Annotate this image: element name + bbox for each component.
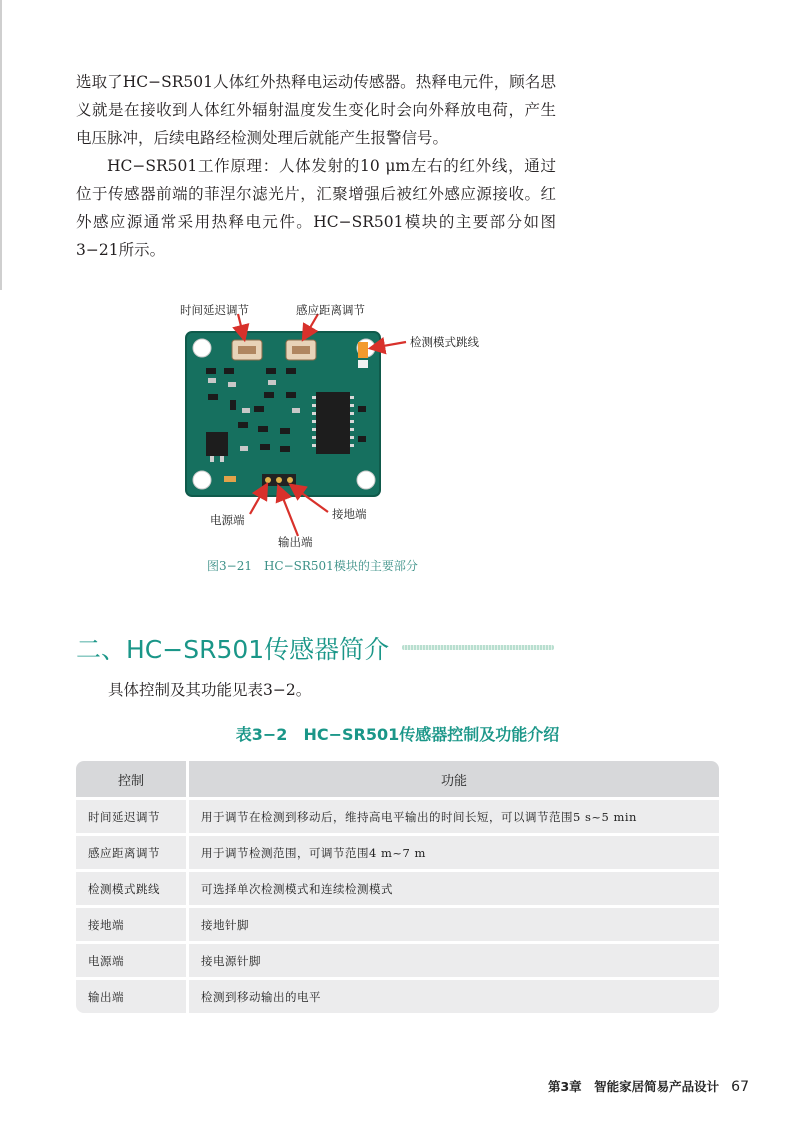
label-ground-pin: 接地端 <box>332 507 367 521</box>
table-row <box>76 944 719 977</box>
label-time-delay: 时间延迟调节 <box>180 303 249 317</box>
row-control: 感应距离调节 <box>76 836 189 869</box>
row-function: 接电源针脚 <box>189 944 719 977</box>
header-control: 控制 <box>76 761 189 797</box>
row-control: 电源端 <box>76 944 189 977</box>
table-row <box>76 800 719 833</box>
hc-sr501-figure <box>168 296 528 556</box>
label-power-pin: 电源端 <box>210 513 245 527</box>
table-row <box>76 872 719 905</box>
table-row <box>76 908 719 941</box>
label-sense-distance: 感应距离调节 <box>296 303 365 317</box>
row-function: 检测到移动输出的电平 <box>189 980 719 1013</box>
row-control: 检测模式跳线 <box>76 872 189 905</box>
section-intro: 具体控制及其功能见表3−2。 <box>108 681 312 699</box>
row-control: 接地端 <box>76 908 189 941</box>
row-control: 输出端 <box>76 980 189 1013</box>
label-output-pin: 输出端 <box>278 535 313 549</box>
table-header-row <box>76 761 719 797</box>
body-paragraph-1: 选取了HC−SR501人体红外热释电运动传感器。热释电元件，顾名思义就是在接收到人体红外辐射温度发生变化时会向外释放电荷，产生电压脉冲，后续电路经检测处理后就能产生报警信号。 <box>76 73 556 147</box>
row-function: 可选择单次检测模式和连续检测模式 <box>189 872 719 905</box>
row-function: 接地针脚 <box>189 908 719 941</box>
table-row <box>76 836 719 869</box>
footer-chapter: 第3章 智能家居简易产品设计 <box>547 1079 720 1094</box>
page-footer <box>548 1077 749 1095</box>
table-title: 表3−2 HC−SR501传感器控制及功能介绍 <box>235 725 560 744</box>
row-control: 时间延迟调节 <box>76 800 189 833</box>
page-edge-rule <box>0 0 2 290</box>
body-paragraph-2: HC−SR501工作原理：人体发射的10 μm左右的红外线，通过位于传感器前端的菲涅尔滤光片，汇聚增强后被红外感应源接收。红外感应源通常采用热释电元件。HC−SR501模块的主要部分如图3−21所示。 <box>76 157 556 259</box>
control-function-table <box>76 758 719 1016</box>
label-mode-jumper: 检测模式跳线 <box>410 335 479 349</box>
section-title-rule <box>402 645 554 650</box>
row-function: 用于调节检测范围，可调节范围4 m~7 m <box>189 836 719 869</box>
header-function: 功能 <box>189 761 719 797</box>
page-number: 67 <box>731 1079 749 1095</box>
table-row <box>76 980 719 1013</box>
row-function: 用于调节在检测到移动后，维持高电平输出的时间长短，可以调节范围5 s~5 min <box>189 800 719 833</box>
figure-caption: 图3−21 HC−SR501模块的主要部分 <box>207 559 418 573</box>
section-title: 二、HC−SR501传感器简介 <box>76 635 390 664</box>
